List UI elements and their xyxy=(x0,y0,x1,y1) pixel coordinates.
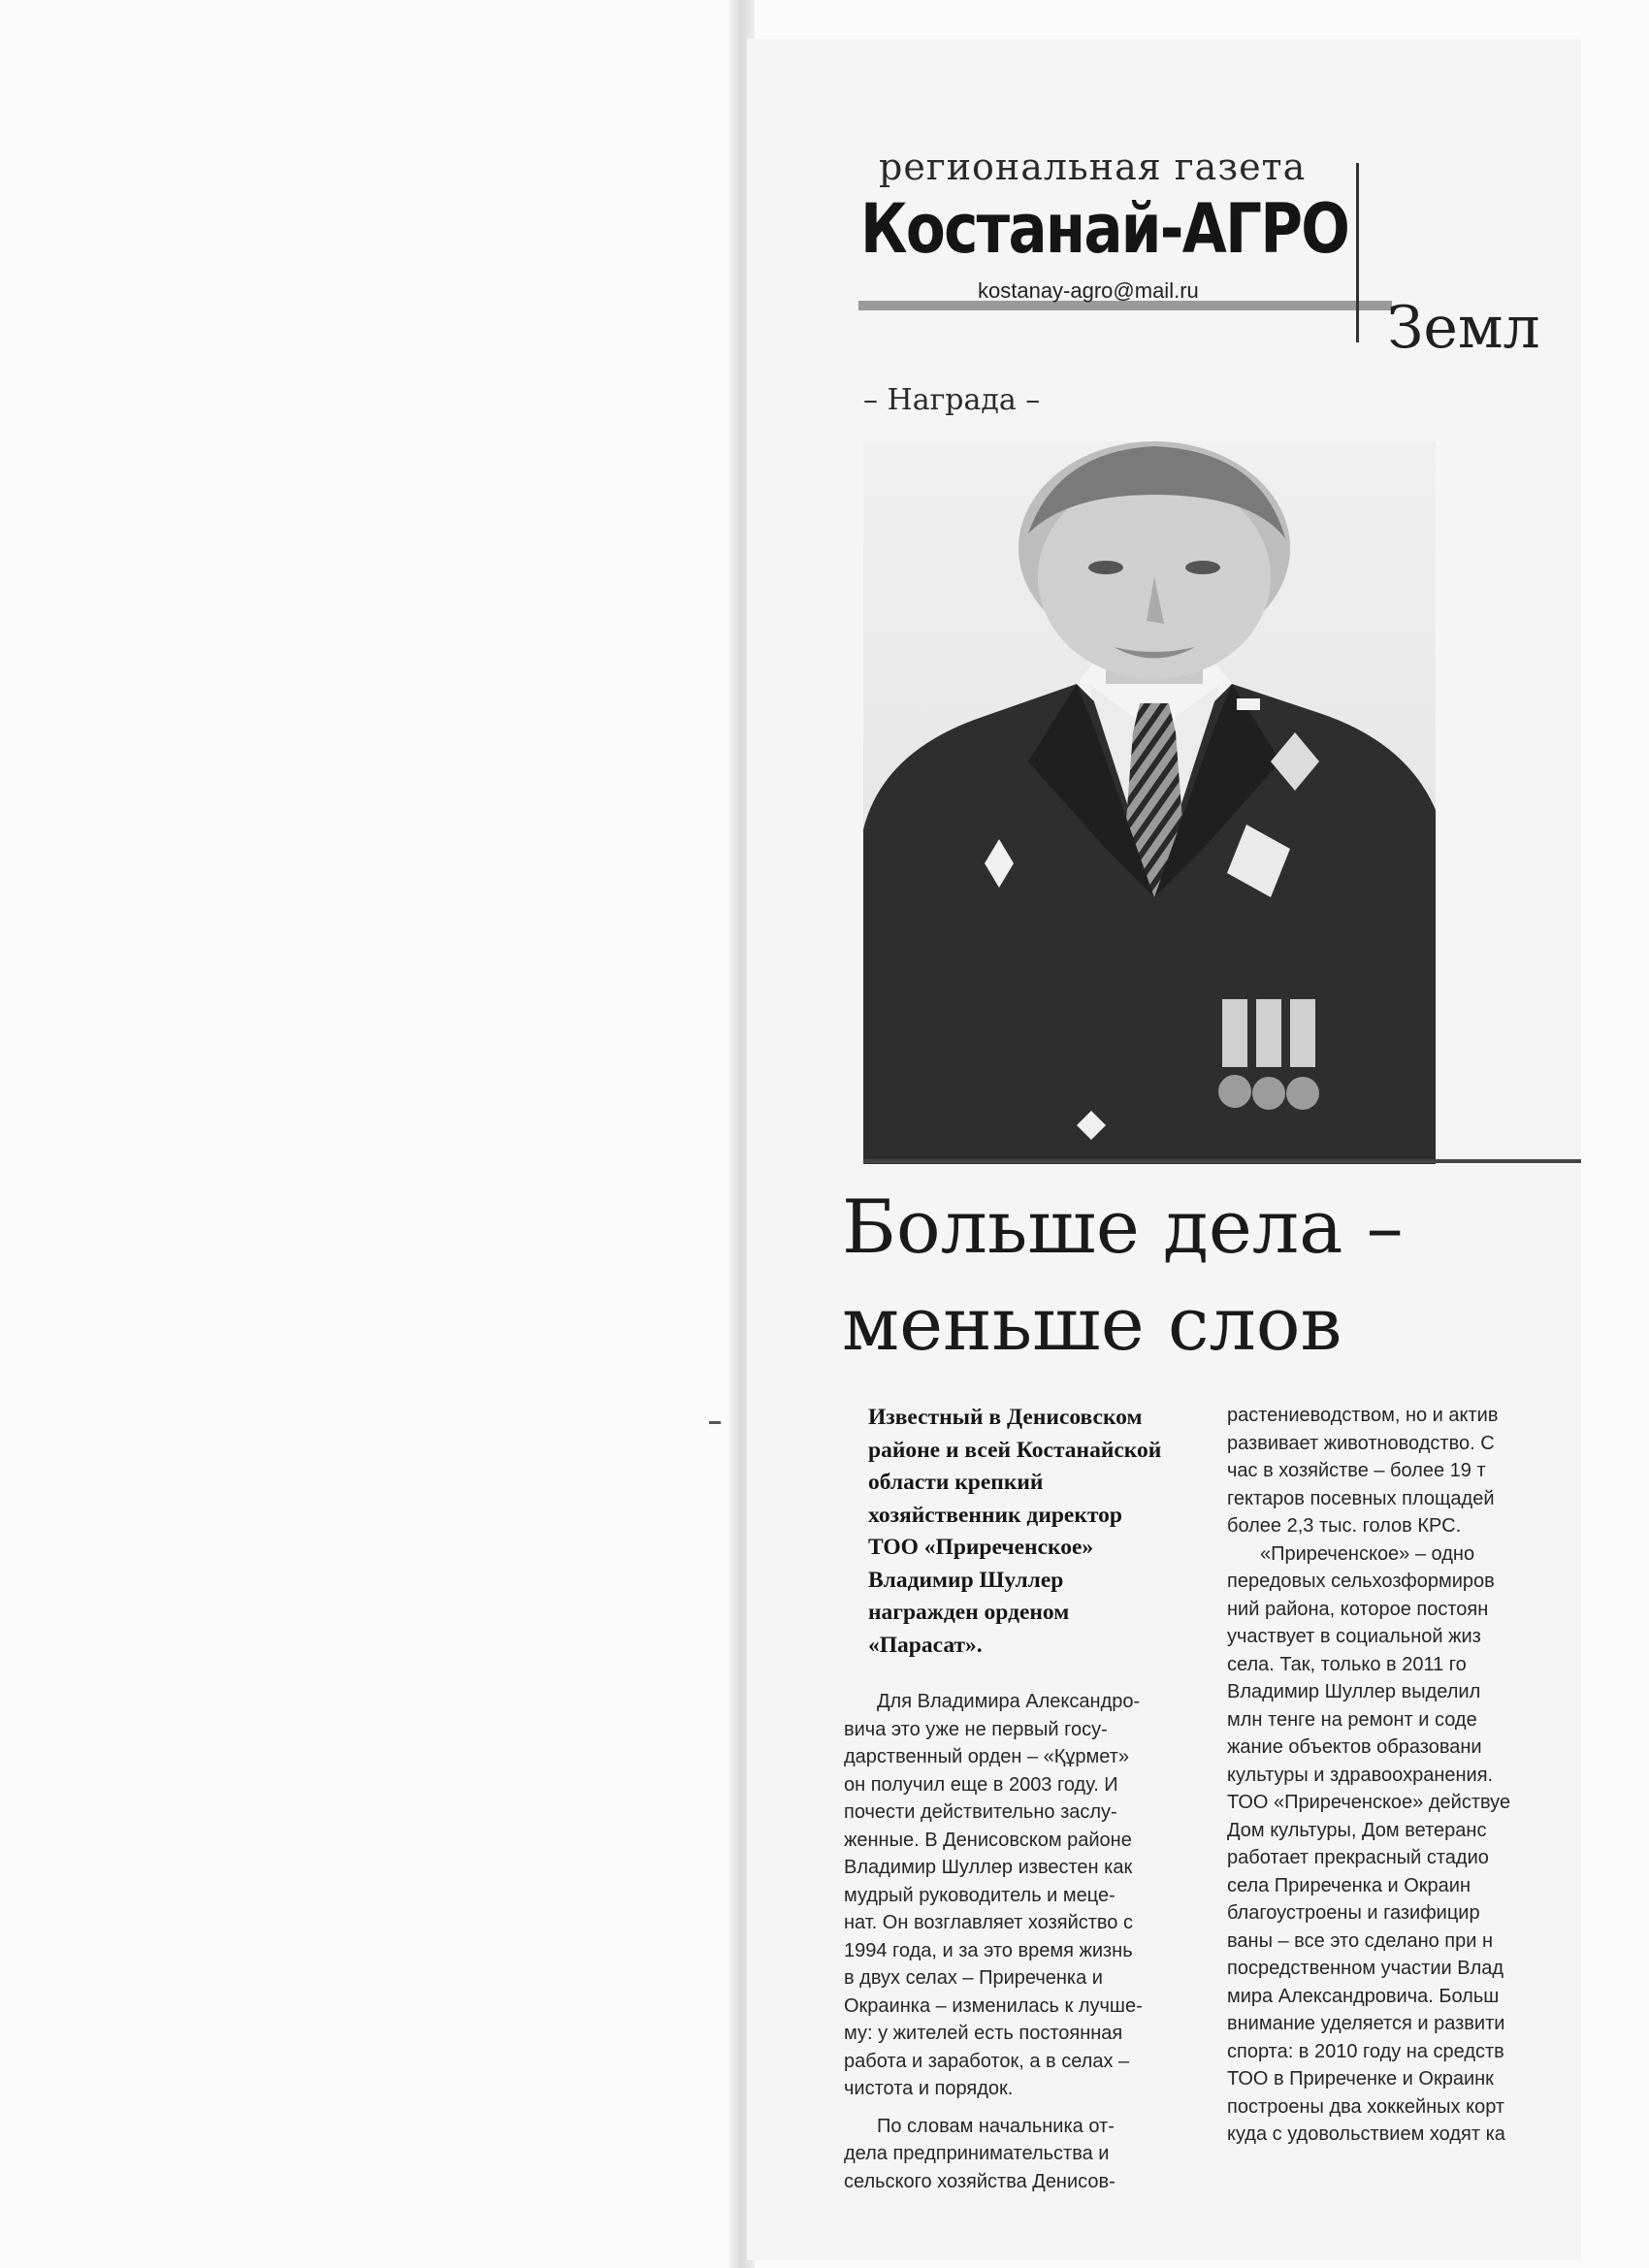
article-column-right xyxy=(1227,1402,1562,2149)
newspaper-clipping xyxy=(747,39,1581,2260)
body-line: час в хозяйстве – более 19 т xyxy=(1227,1460,1486,1481)
body-line: ТОО «Приреченское» действуе xyxy=(1227,1792,1511,1813)
lead-line: области крепкий xyxy=(868,1470,1044,1495)
body-line: му: у жителей есть постоянная xyxy=(844,2023,1123,2044)
body-line: Владимир Шуллер известен как xyxy=(844,1857,1133,1878)
body-line: Окраинка – изменилась к лучше- xyxy=(844,1994,1143,2017)
body-line: спорта: в 2010 году на средств xyxy=(1227,2040,1504,2062)
body-line: работа и заработок, а в селах – xyxy=(844,2050,1130,2072)
body-line: посредственном участии Влад xyxy=(1227,1958,1504,1979)
body-line: Для Владимира Александро- xyxy=(877,1691,1141,1712)
article-headline xyxy=(842,1179,1581,1373)
body-line: в двух селах – Приреченка и xyxy=(844,1967,1103,1989)
photo-baseline xyxy=(863,1159,1581,1163)
body-line: По словам начальника от- xyxy=(877,2115,1115,2137)
lead-line: районе и всей Костанайской xyxy=(868,1437,1162,1463)
masthead-tagline: региональная газета xyxy=(879,146,1307,188)
body-line: построены два хоккейных корт xyxy=(1227,2095,1505,2118)
body-line: сельского хозяйства Денисов- xyxy=(844,2170,1116,2192)
body-line: жание объектов образовани xyxy=(1227,1736,1482,1758)
body-line: «Приреченское» – одно xyxy=(1260,1542,1475,1565)
lead-line: Владимир Шуллер xyxy=(868,1567,1064,1593)
body-line: работает прекрасный стадио xyxy=(1227,1847,1489,1868)
body-line: села. Так, только в 2011 го xyxy=(1227,1653,1467,1675)
body-line: куда с удовольствием ходят ка xyxy=(1227,2123,1505,2145)
article-lead xyxy=(868,1402,1198,1662)
body-line: нат. Он возглавляет хозяйство с xyxy=(844,1912,1133,1933)
scan-edge-mark xyxy=(709,1421,721,1424)
masthead-title: Костанай-АГРО xyxy=(860,189,1349,269)
article-column-left xyxy=(844,1688,1193,2195)
body-line: млн тенге на ремонт и соде xyxy=(1227,1708,1477,1731)
masthead-email: kostanay-agro@mail.ru xyxy=(978,278,1199,303)
lead-line: ТОО «Приреченское» xyxy=(868,1535,1094,1560)
body-line: ваны – все это сделано при н xyxy=(1227,1929,1494,1952)
headline-line-1: Больше дела – xyxy=(842,1183,1404,1270)
lead-line: «Парасат». xyxy=(868,1632,983,1658)
body-line: мира Александровича. Больш xyxy=(1227,1985,1500,2007)
body-line: культуры и здравоохранения. xyxy=(1227,1764,1494,1786)
body-line: развивает животноводство. С xyxy=(1227,1432,1495,1454)
body-line: почести действительно заслу- xyxy=(844,1801,1117,1823)
body-line: ний района, которое постоян xyxy=(1227,1598,1489,1620)
portrait-photo xyxy=(863,441,1436,1164)
body-line: дарственный орден – «Құрмет» xyxy=(844,1746,1130,1767)
body-line: передовых сельхозформиров xyxy=(1227,1571,1495,1592)
lead-line: Известный в Денисовском xyxy=(868,1405,1143,1430)
masthead-divider xyxy=(1356,163,1359,342)
body-line: 1994 года, и за это время жизнь xyxy=(844,1939,1133,1961)
body-line: благоустроены и газифицир xyxy=(1227,1902,1480,1924)
body-line: мудрый руководитель и меце- xyxy=(844,1884,1116,1906)
body-line: вича это уже не первый госу- xyxy=(844,1718,1108,1740)
body-line: он получил еще в 2003 году. И xyxy=(844,1773,1118,1796)
body-line: Владимир Шуллер выделил xyxy=(1227,1681,1481,1702)
lead-line: награжден орденом xyxy=(868,1600,1070,1625)
body-line: ТОО в Приреченке и Окраинк xyxy=(1227,2068,1494,2090)
portrait-photo-image xyxy=(863,441,1436,1164)
body-line: дела предпринимательства и xyxy=(844,2143,1110,2164)
body-line: внимание уделяется и развити xyxy=(1227,2013,1505,2034)
body-line: Дом культуры, Дом ветеранс xyxy=(1227,1819,1487,1841)
body-line: чистота и порядок. xyxy=(844,2078,1014,2099)
body-line: более 2,3 тыс. голов КРС. xyxy=(1227,1515,1462,1537)
headline-line-2: меньше слов xyxy=(842,1280,1342,1367)
rubric: – Награда – xyxy=(863,383,1041,417)
body-line: женные. В Денисовском районе xyxy=(844,1829,1132,1851)
body-line: села Приреченка и Окраин xyxy=(1227,1874,1471,1896)
body-line: участвует в социальной жиз xyxy=(1227,1626,1481,1647)
body-line: растениеводством, но и актив xyxy=(1227,1405,1499,1426)
body-line: гектаров посевных площадей xyxy=(1227,1487,1495,1509)
adjacent-article-title: Земл xyxy=(1387,294,1540,362)
lead-line: хозяйственник директор xyxy=(868,1502,1122,1528)
